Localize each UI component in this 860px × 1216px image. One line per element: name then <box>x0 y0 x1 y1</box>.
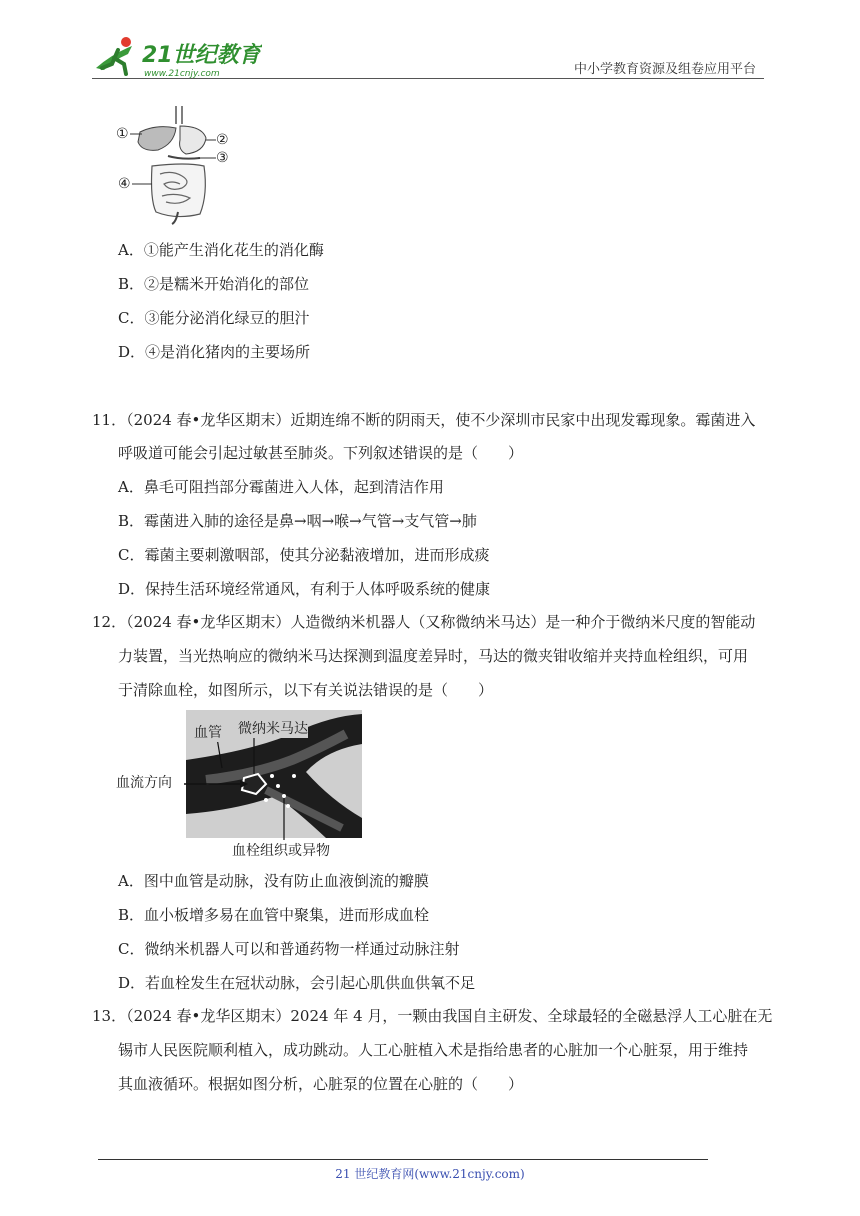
q12-option-c: C．微纳米机器人可以和普通药物一样通过动脉注射 <box>118 940 460 958</box>
q13-stem-line-2: 锡市人民医院顺利植入，成功跳动。人工心脏植入术是指给患者的心脏加一个心脏泵，用于维持 <box>118 1041 749 1059</box>
q10-option-d: D．④是消化猪肉的主要场所 <box>118 343 311 361</box>
q10-option-a: A．①能产生消化花生的消化酶 <box>118 241 324 259</box>
digestive-system-figure <box>116 104 236 226</box>
figure-label-1: ① <box>116 126 129 142</box>
q11-option-c: C．霉菌主要刺激咽部，使其分泌黏液增加，进而形成痰 <box>118 546 490 564</box>
q11-stem-line-2: 呼吸道可能会引起过敏甚至肺炎。下列叙述错误的是（ ） <box>118 444 524 462</box>
clot-label: 血栓组织或异物 <box>232 843 330 859</box>
header-divider <box>92 78 764 79</box>
q10-option-b: B．②是糯米开始消化的部位 <box>118 275 310 293</box>
runner-logo-icon <box>92 34 262 80</box>
logo-url-text: www.21cnjy.com <box>144 69 220 79</box>
footer-divider <box>98 1159 708 1160</box>
q11-option-b: B．霉菌进入肺的途径是鼻→咽→喉→气管→支气管→肺 <box>118 512 477 530</box>
q10-option-c: C．③能分泌消化绿豆的胆汁 <box>118 309 310 327</box>
q11-option-d: D．保持生活环境经常通风，有利于人体呼吸系统的健康 <box>118 580 491 598</box>
q12-option-a: A．图中血管是动脉，没有防止血液倒流的瓣膜 <box>118 872 429 890</box>
q12-stem-line-1: 12．（2024 春•龙华区期末）人造微纳米机器人（又称微纳米马达）是一种介于微纳米尺度的智能动 <box>92 613 756 631</box>
site-name: 中小学教育资源及组卷应用平台 <box>573 62 756 77</box>
figure-label-2: ② <box>216 132 229 148</box>
q12-option-d: D．若血栓发生在冠状动脉，会引起心肌供血供氧不足 <box>118 974 476 992</box>
flow-direction-label: 血流方向 <box>116 775 172 791</box>
q13-stem-line-1: 13．（2024 春•龙华区期末）2024 年 4 月，一颗由我国自主研发、全球最轻的全磁悬浮人工心脏在无 <box>92 1007 773 1025</box>
figure-label-3: ③ <box>216 150 229 166</box>
q11-stem-line-1: 11．（2024 春•龙华区期末）近期连绵不断的阴雨天，使不少深圳市民家中出现发霉现象。霉菌进入 <box>92 411 756 429</box>
vessel-label: 血管 <box>194 722 222 742</box>
q13-stem-line-3: 其血液循环。根据如图分析，心脏泵的位置在心脏的（ ） <box>118 1075 524 1093</box>
figure-label-4: ④ <box>118 176 131 192</box>
q12-stem-line-2: 力装置，当光热响应的微纳米马达探测到温度差异时，马达的微夹钳收缩并夹持血栓组织，可用 <box>118 647 749 665</box>
logo-text: 21世纪教育 <box>142 43 261 68</box>
q11-option-a: A．鼻毛可阻挡部分霉菌进入人体，起到清洁作用 <box>118 478 444 496</box>
site-logo <box>92 34 262 80</box>
blood-vessel-figure <box>116 710 362 860</box>
motor-label: 微纳米马达 <box>238 718 308 738</box>
q12-option-b: B．血小板增多易在血管中聚集，进而形成血栓 <box>118 906 430 924</box>
footer-link[interactable]: 21 世纪教育网(www.21cnjy.com) <box>335 1167 525 1181</box>
q12-stem-line-3: 于清除血栓，如图所示，以下有关说法错误的是（ ） <box>118 681 494 699</box>
